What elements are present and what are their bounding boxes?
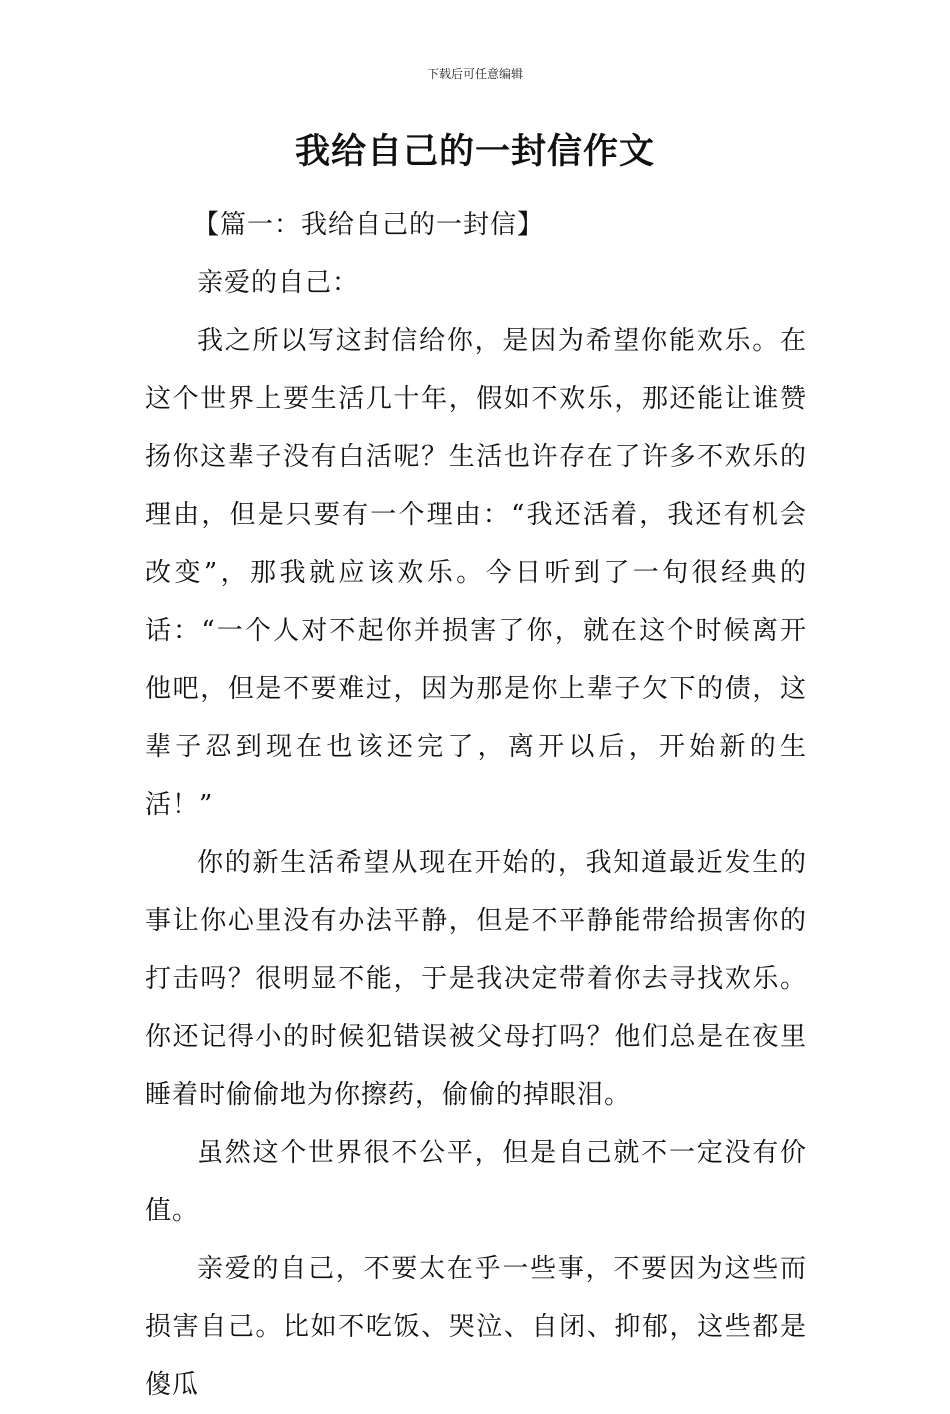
section-heading: 【篇一：我给自己的一封信】 bbox=[193, 210, 545, 240]
paragraph-salutation: 亲爱的自己： bbox=[197, 268, 360, 298]
paragraph: 虽然这个世界很不公平，但是自己就不一定没有价值。 bbox=[145, 1138, 807, 1226]
paragraph: 亲爱的自己，不要太在乎一些事，不要因为这些而损害自己。比如不吃饭、哭泣、自闭、抑郁，这些都是傻瓜 bbox=[145, 1254, 807, 1400]
document-title: 我给自己的一封信作文 bbox=[294, 132, 655, 172]
paragraph: 你的新生活希望从现在开始的，我知道最近发生的事让你心里没有办法平静，但是不平静能带给损害你的打击吗？很明显不能，于是我决定带着你去寻找欢乐。你还记得小的时候犯错误被父母打吗？他们总是在夜里睡着时偷偷地为你擦药，偷偷的掉眼泪。 bbox=[145, 848, 807, 1110]
paragraph: 我之所以写这封信给你，是因为希望你能欢乐。在这个世界上要生活几十年，假如不欢乐，那还能让谁赞扬你这辈子没有白活呢？生活也许存在了许多不欢乐的理由，但是只要有一个理由：“我还活着，我还有机会改变”，那我就应该欢乐。今日听到了一句很经典的话：“一个人对不起你并损害了你，就在这个时候离开他吧，但是不要难过，因为那是你上辈子欠下的债，这辈子忍到现在也该还完了，离开以后，开始新的生活！” bbox=[145, 326, 807, 820]
header-note: 下载后可任意编辑 bbox=[426, 67, 523, 81]
document-body bbox=[145, 196, 807, 1414]
